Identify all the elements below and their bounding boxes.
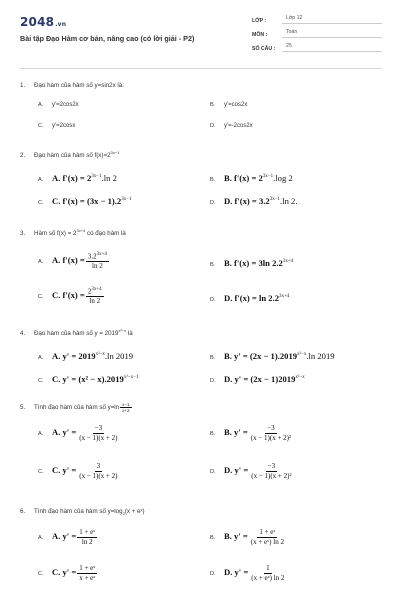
q1-option-b[interactable]: B. y'=cos2x bbox=[210, 102, 248, 108]
worksheet-header bbox=[0, 0, 400, 62]
q2-option-a[interactable]: A. A. $f'(x) = 2^{3x-1}.\ln$ 2 bbox=[38, 173, 117, 183]
question-2: 2. Đạo hàm của hàm số $f(x)=2^{3x-1}$ bbox=[20, 150, 120, 160]
q1-option-d[interactable]: D. y'=-2cos2x bbox=[210, 123, 253, 129]
q2-option-b[interactable]: B. B. $f'(x) = 2^{3x-1}.\log$ 2 bbox=[210, 173, 293, 183]
q3-option-a[interactable]: A. A. f'(x) = $\frac{3.2^{3x+4}}{\ln 2}$ bbox=[38, 252, 107, 271]
q4-option-c[interactable]: C. C. $y' = (x^2 - x).2019^{x^2-x-1}$ bbox=[38, 374, 139, 384]
q6-option-c[interactable]: C. C. y' = $\frac{\text{1 + eˣ}}{\text{x + eˣ}}$ bbox=[38, 564, 96, 582]
q4-option-a[interactable]: A. A. $y' = 2019^{x^2-x}.\ln$ 2019 bbox=[38, 351, 134, 361]
document-title: Bài tập Đạo Hàm cơ bản, nâng cao (có lời giải - P2) bbox=[20, 34, 195, 43]
question-6: 6. Tính đạo hàm của hàm số $y=\log_2(x$ + eˣ) bbox=[20, 508, 145, 517]
header-divider bbox=[20, 68, 382, 69]
question-5: 5. Tính đạo hàm của hàm số y=ln $\frac{x-1}{x+2}$ bbox=[20, 402, 130, 413]
question-4: 4. Đạo hàm của hàm số $y = 2019^{x^2-x}$ là bbox=[20, 328, 133, 338]
meta-question-count: SỐ CÂU : 25 bbox=[252, 42, 382, 52]
q6-option-b[interactable]: B. B. y' = $\frac{\text{1 + eˣ}}{\text{(x + eˣ) ln 2}}$ bbox=[210, 528, 284, 546]
question-1: 1. Đạo hàm của hàm số y=sin2x là: bbox=[20, 82, 124, 89]
q2-option-c[interactable]: C. C. $f'(x) = (3x - 1).2^{3x-1}$ bbox=[38, 196, 132, 206]
q5-option-d[interactable]: D. D. y' = $\frac{-3}{\text{(x − 1)(x + 2)²}}$ bbox=[210, 462, 292, 480]
q3-option-b[interactable]: B. B. f'(x) = 3ln $2.2^{3x+4}$ bbox=[210, 258, 294, 268]
q6-option-a[interactable]: A. A. y' = $\frac{\text{1 + eˣ}}{\ln 2}$ bbox=[38, 528, 96, 546]
meta-class: LỚP : Lớp 12 bbox=[252, 14, 382, 24]
meta-subject: MÔN : Toán bbox=[252, 28, 382, 38]
q1-option-a[interactable]: A. y'=2cos2x bbox=[38, 102, 79, 108]
q5-option-c[interactable]: C. C. y' = $\frac{3}{(x - 1)(x + 2)}$ bbox=[38, 462, 118, 480]
q3-option-c[interactable]: C. C. f'(x) = $\frac{2^{3x+4}}{\ln 2}$ bbox=[38, 287, 102, 306]
question-3: 3. Hàm số $f(x) = 2^{3x+4}$ có đạo hàm là bbox=[20, 228, 126, 238]
q4-option-b[interactable]: B. B. $y' = (2x - 1).2019^{x^2-x}.\ln$ 2019 bbox=[210, 351, 335, 361]
q5-option-b[interactable]: B. B. y' = $\frac{-3}{\text{(x − 1)(x + 2)²}}$ bbox=[210, 424, 292, 442]
site-logo[interactable]: 2048.vn bbox=[20, 15, 67, 29]
q4-option-d[interactable]: D. D. $y' = (2x - 1)2019^{x^2-x}$ bbox=[210, 374, 305, 384]
q1-option-c[interactable]: C. y'=2cosx bbox=[38, 123, 76, 129]
q5-option-a[interactable]: A. A. y' = $\frac{-3}{(x - 1)(x + 2)}$ bbox=[38, 424, 118, 442]
q2-option-d[interactable]: D. D. $f'(x) = 3.2^{3x-1}.\ln$ 2. bbox=[210, 196, 298, 206]
q3-option-d[interactable]: D. D. $f'(x) = \ln 2.2^{3x+4}$ bbox=[210, 293, 290, 303]
q6-option-d[interactable]: D. D. y' = $\frac{1}{\text{(x + eˣ) ln 2}}$ bbox=[210, 564, 285, 582]
